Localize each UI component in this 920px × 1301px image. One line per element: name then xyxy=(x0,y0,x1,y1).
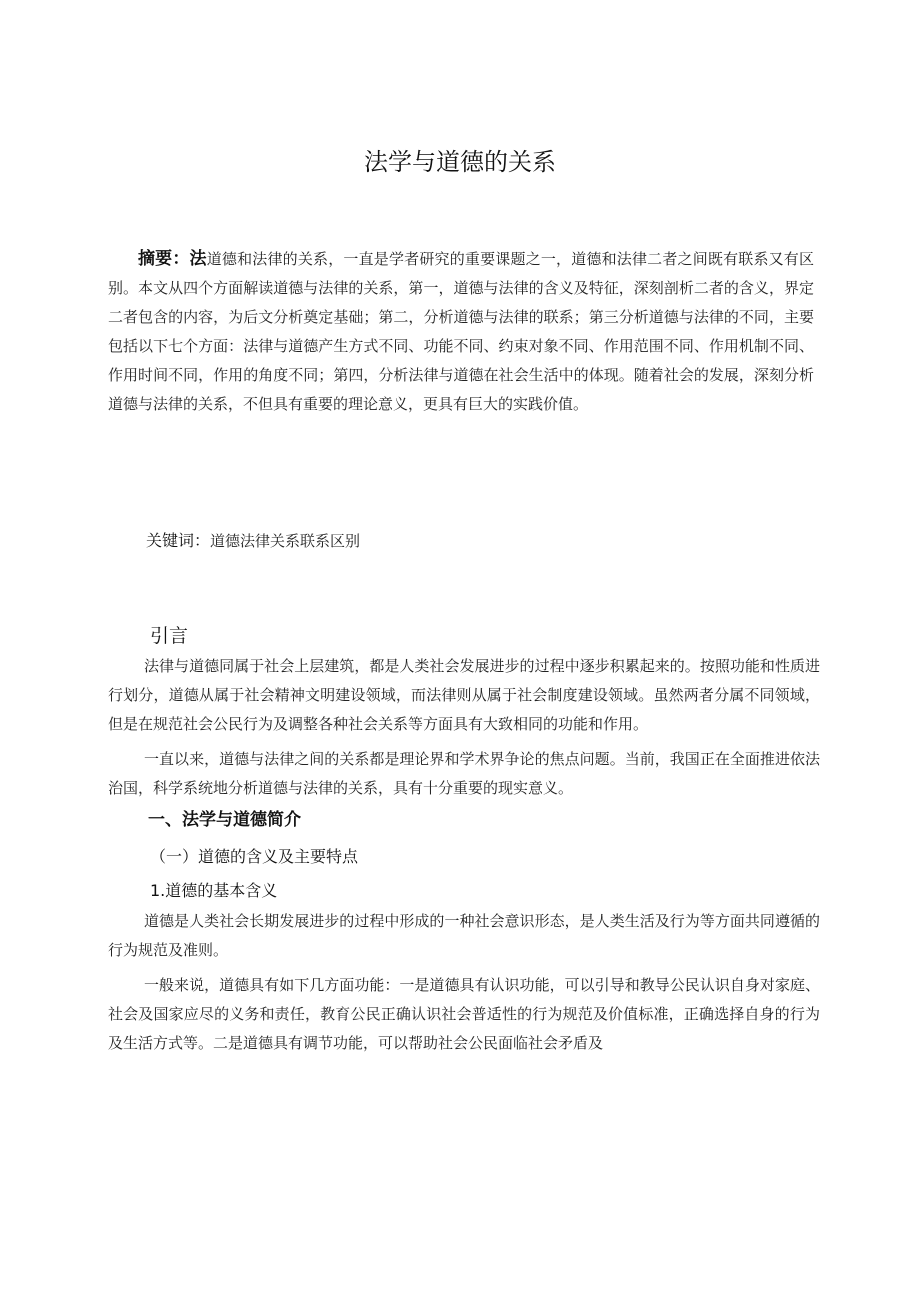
section-1-subsubheading: 1.道德的基本含义 xyxy=(150,881,278,900)
section-1-heading: 一、法学与道德简介 xyxy=(148,810,301,830)
main-content xyxy=(108,620,820,1058)
section-1-subheading: （一）道德的含义及主要特点 xyxy=(150,847,359,866)
keywords-label: 关键词： xyxy=(146,531,211,550)
intro-paragraph-1: 法律与道德同属于社会上层建筑，都是人类社会发展进步的过程中逐步积累起来的。按照功能和性质进行划分，道德从属于社会精神文明建设领域，而法律则从属于社会制度建设领域。虽然两者分属不同领域，但是在规范社会公民行为及调整各种社会关系等方面具有大致相同的功能和作用。 xyxy=(108,657,820,733)
keywords-section xyxy=(146,528,826,551)
abstract-section xyxy=(108,245,814,419)
section-1-paragraph-2: 一般来说，道德具有如下几方面功能：一是道德具有认识功能，可以引导和教导公民认识自身对家庭、社会及国家应尽的义务和责任，教育公民正确认识社会普适性的行为规范及价值标准，正确选择自身的行为及生活方式等。二是道德具有调节功能，可以帮助社会公民面临社会矛盾及 xyxy=(108,976,820,1052)
intro-paragraph-2: 一直以来，道德与法律之间的关系都是理论界和学术界争论的焦点问题。当前，我国正在全面推进依法治国，科学系统地分析道德与法律的关系，具有十分重要的现实意义。 xyxy=(108,750,820,797)
abstract-paragraph xyxy=(108,245,814,419)
section-1-paragraph-1: 道德是人类社会长期发展进步的过程中形成的一种社会意识形态，是人类生活及行为等方面共同遵循的行为规范及准则。 xyxy=(108,912,820,959)
intro-heading: 引言 xyxy=(150,625,189,647)
document-title: 法学与道德的关系 xyxy=(364,148,556,176)
abstract-text: 道德和法律的关系，一直是学者研究的重要课题之一，道德和法律二者之间既有联系又有区别。本文从四个方面解读道德与法律的关系，第一，道德与法律的含义及特征，深刻剖析二者的含义，界定二者包含的内容，为后文分析奠定基础；第二，分析道德与法律的联系；第三分析道德与法律的不同，主要包括以下七个方面：法律与道德产生方式不同、功能不同、约束对象不同、作用范围不同、作用机制不同、作用时间不同，作用的角度不同；第四，分析法律与道德在社会生活中的体现。随着社会的发展，深刻分析道德与法律的关系，不但具有重要的理论意义，更具有巨大的实践价值。 xyxy=(108,250,814,413)
keywords-text: 道德法律关系联系区别 xyxy=(210,532,361,550)
abstract-label: 摘要：法 xyxy=(138,249,207,269)
